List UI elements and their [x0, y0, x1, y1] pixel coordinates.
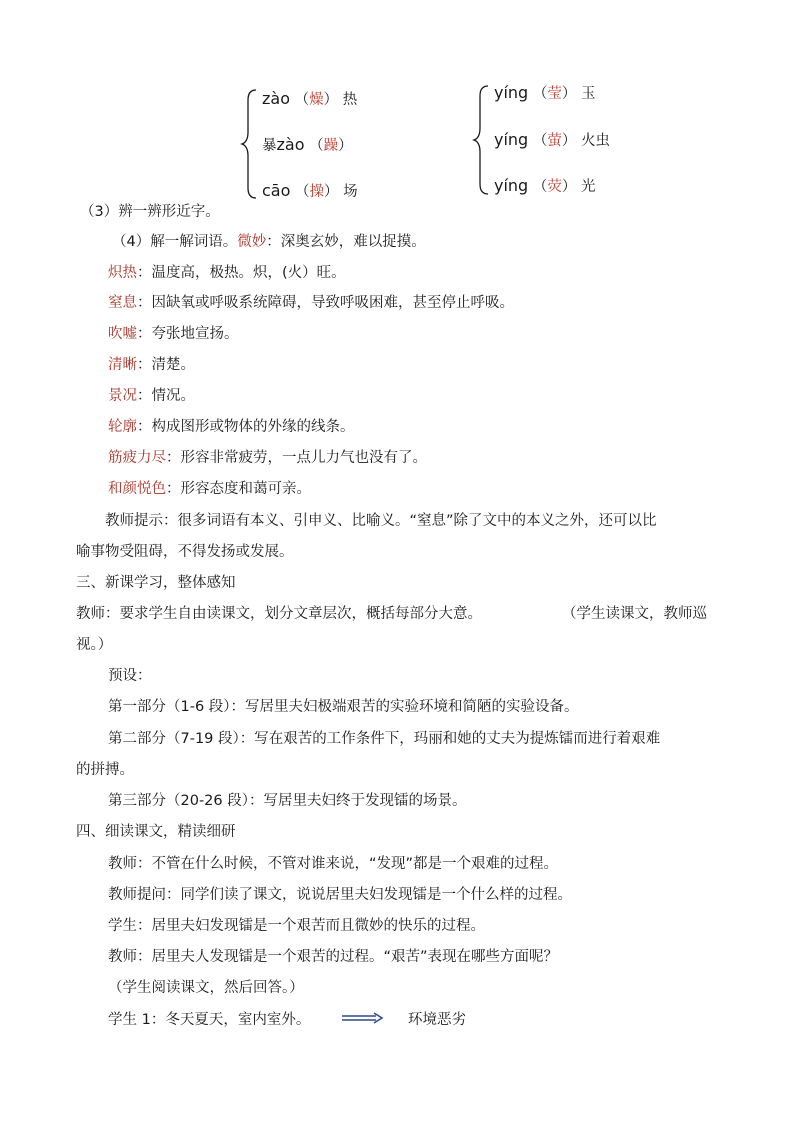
word-row-ying-yu: [494, 82, 595, 103]
answer-char: 莹: [547, 86, 562, 102]
paren-right: ）: [324, 184, 339, 200]
vocab-item: [108, 353, 195, 374]
student-answer: 学生 1：冬天夏天，室内室外。: [108, 1012, 311, 1028]
part-3: 第三部分（20-26 段）：写居里夫妇终于发现镭的场景。: [108, 793, 467, 809]
paren-right: ）: [561, 133, 577, 149]
dialog-line: 教师：居里夫人发现镭是一个艰苦的过程。“艰苦”表现在哪些方面呢？: [108, 949, 559, 965]
answer-char: 燥: [309, 92, 324, 108]
teacher-instruction-cont: 视。）: [76, 637, 113, 653]
arrow-icon: [340, 1011, 384, 1025]
dialog-line: 教师：不管在什么时候，不管对谁来说，“发现”都是一个艰难的过程。: [108, 856, 559, 872]
vocab-item: [108, 291, 514, 312]
word-row-ying-huochong: [494, 129, 610, 150]
section-heading-3: 三、新课学习，整体感知: [76, 575, 236, 591]
answer-char: 操: [309, 184, 324, 200]
answer-char: 荧: [547, 179, 562, 195]
paren-right: ）: [561, 86, 577, 102]
vocab-term: 炽热: [108, 265, 137, 281]
vocab-def: ：深奥玄妙，难以捉摸。: [266, 234, 426, 250]
left-brace: [240, 88, 260, 200]
suffix: 玉: [580, 86, 596, 102]
section-3-heading: （3）辨一辨形近字。: [80, 204, 220, 220]
pinyin: yíng: [494, 83, 529, 102]
vocab-item: [108, 261, 346, 282]
paren-left: （: [532, 179, 548, 195]
suffix: 火虫: [580, 133, 610, 149]
suffix: 热: [342, 92, 358, 108]
pinyin: cāo: [262, 181, 291, 200]
part-2-line1: 第二部分（7-19 段）：写在艰苦的工作条件下，玛丽和她的丈夫为提炼镭而进行着艰难: [108, 731, 661, 747]
paren-left: （: [532, 133, 548, 149]
pinyin: yíng: [494, 130, 529, 149]
dialog-line: （学生阅读课文，然后回答。）: [108, 980, 304, 996]
vocab-term: 微妙: [237, 234, 267, 250]
answer-char: 萤: [547, 133, 562, 149]
dialog-line: 教师提问：同学们读了课文，说说居里夫妇发现镭是一个什么样的过程。: [108, 887, 572, 903]
paren-right: ）: [323, 92, 339, 108]
prefix: 暴: [262, 138, 277, 154]
teacher-tip-line1: 教师提示：很多词语有本义、引申义、比喻义。“窒息”除了文中的本义之外，还可以比: [105, 513, 657, 529]
vocab-def: ：形容态度和蔼可亲。: [166, 481, 311, 497]
vocab-item: [108, 384, 195, 405]
vocab-item: [108, 322, 239, 343]
word-row-bao-zao: [262, 134, 353, 155]
vocab-def: ：夸张地宣扬。: [137, 326, 239, 342]
vocab-term: 清晰: [108, 357, 137, 373]
vocab-def: ：温度高，极热。炽，(火）旺。: [137, 265, 346, 281]
teacher-instruction-note: （学生读课文，教师巡: [562, 606, 707, 622]
paren-right: ）: [338, 138, 353, 154]
vocab-term: 轮廓: [108, 419, 137, 435]
vocab-term: 和颜悦色: [108, 481, 166, 497]
paren-left: （: [294, 92, 310, 108]
section-4-label: （4）解一解词语。: [112, 234, 238, 250]
section-heading-4: 四、细读课文，精读细研: [76, 824, 236, 840]
paren-left: （: [309, 138, 324, 154]
pinyin: zào: [276, 135, 305, 154]
vocab-def: ：情况。: [137, 388, 195, 404]
word-row-zao-re: [262, 88, 357, 109]
vocab-def: ：清楚。: [137, 357, 195, 373]
teacher-instruction: 教师：要求学生自由读课文，划分文章层次，概括每部分大意。: [76, 606, 482, 622]
vocab-term: 吹嘘: [108, 326, 137, 342]
dialog-line: 学生：居里夫妇发现镭是一个艰苦而且微妙的快乐的过程。: [108, 918, 485, 934]
paren-left: （: [295, 184, 310, 200]
right-brace: [472, 84, 492, 196]
word-row-ying-guang: [494, 175, 595, 196]
vocab-item: [108, 415, 355, 436]
pinyin: zào: [262, 89, 290, 108]
vocab-item: [108, 446, 427, 467]
teacher-tip-line2: 喻事物受阻碍，不得发扬或发展。: [76, 544, 294, 560]
word-row-cao-chang: [262, 180, 358, 201]
student-answer-result: 环境恶劣: [408, 1012, 466, 1028]
answer-char: 躁: [323, 138, 339, 154]
vocab-term: 筋疲力尽: [108, 450, 166, 466]
vocab-term: 窒息: [108, 295, 137, 311]
suffix: 场: [343, 184, 358, 200]
pinyin: yíng: [494, 176, 529, 195]
section-4-heading: [112, 230, 426, 251]
vocab-def: ：构成图形或物体的外缘的线条。: [137, 419, 355, 435]
preset-label: 预设：: [108, 668, 152, 684]
vocab-def: ：形容非常疲劳，一点儿力气也没有了。: [166, 450, 427, 466]
part-2-line2: 的拼搏。: [76, 762, 134, 778]
paren-right: ）: [561, 179, 577, 195]
suffix: 光: [580, 179, 596, 195]
vocab-def: ：因缺氧或呼吸系统障碍，导致呼吸困难，甚至停止呼吸。: [137, 295, 514, 311]
part-1: 第一部分（1-6 段）：写居里夫妇极端艰苦的实验环境和简陋的实验设备。: [108, 699, 579, 715]
vocab-term: 景况: [108, 388, 137, 404]
vocab-item: [108, 477, 311, 498]
paren-left: （: [532, 86, 548, 102]
